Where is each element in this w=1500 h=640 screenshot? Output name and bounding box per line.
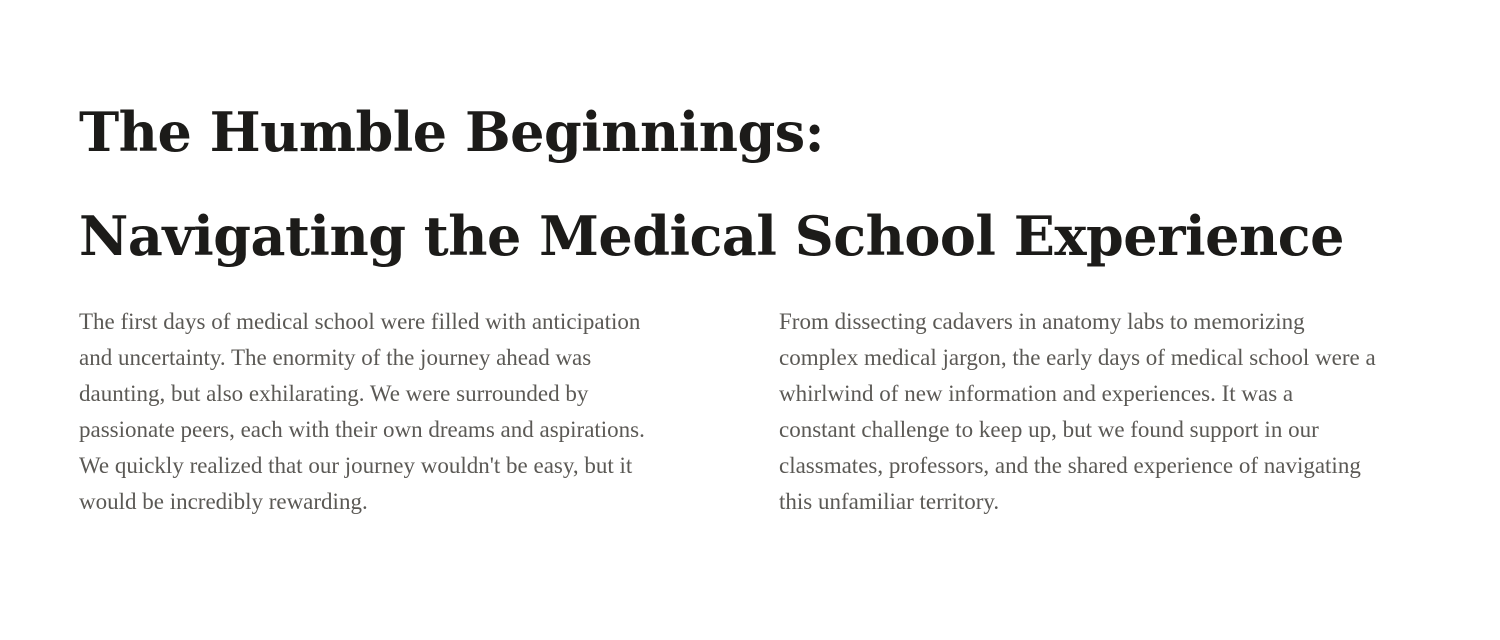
left-line: daunting, but also exhilarating. We were surrounded by xyxy=(79,381,589,406)
page-title xyxy=(79,80,1344,288)
right-line: whirlwind of new information and experiences. It was a xyxy=(779,381,1294,406)
right-line: complex medical jargon, the early days of medical school were a xyxy=(779,345,1376,370)
left-line: The first days of medical school were filled with anticipation xyxy=(79,309,641,334)
title-line-1: The Humble Beginnings: xyxy=(79,100,825,164)
left-line: would be incredibly rewarding. xyxy=(79,489,368,514)
title-line-2: Navigating the Medical School Experience xyxy=(79,204,1344,268)
right-column-paragraph xyxy=(779,304,1439,520)
right-line: classmates, professors, and the shared experience of navigating xyxy=(779,453,1361,478)
right-line: From dissecting cadavers in anatomy labs to memorizing xyxy=(779,309,1305,334)
right-line: this unfamiliar territory. xyxy=(779,489,1000,514)
left-line: passionate peers, each with their own dreams and aspirations. xyxy=(79,417,645,442)
left-line: We quickly realized that our journey wouldn't be easy, but it xyxy=(79,453,633,478)
right-line: constant challenge to keep up, but we found support in our xyxy=(779,417,1319,442)
left-column-paragraph xyxy=(79,304,719,520)
left-line: and uncertainty. The enormity of the journey ahead was xyxy=(79,345,592,370)
